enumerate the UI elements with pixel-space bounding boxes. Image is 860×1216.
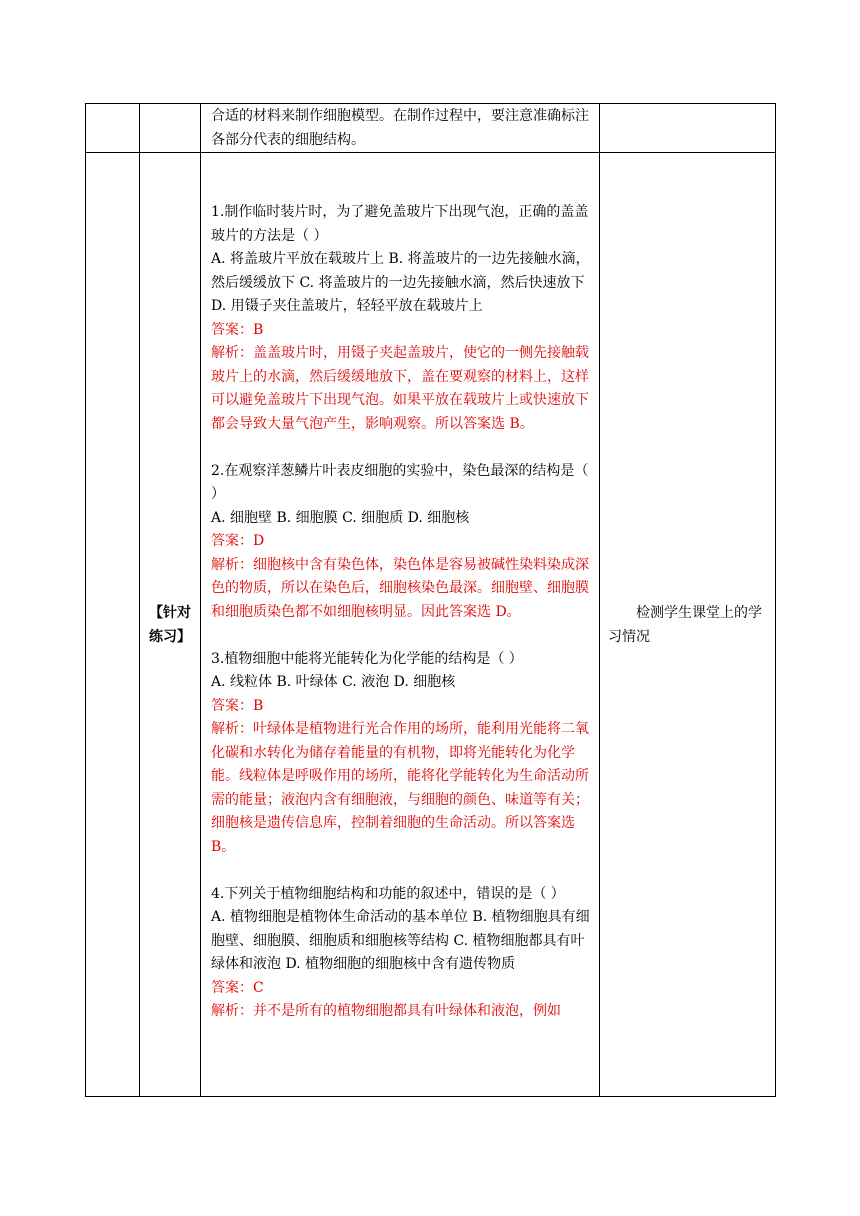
question-stem: 3.植物细胞中能将光能转化为化学能的结构是（ ） [211,650,523,667]
section-label-cell [140,153,201,1097]
spacer [211,624,590,648]
purpose-cell [600,104,776,153]
purpose-text: 检测学生课堂上的学习情况 [608,604,762,645]
section-label: 【针对练习】 [149,604,191,645]
continuation-text: 合适的材料来制作细胞模型。在制作过程中，要注意准确标注各部分代表的细胞结构。 [211,108,589,148]
question-options: A. 植物细胞是植物体生命活动的基本单位 B. 植物细胞具有细胞壁、细胞膜、细胞质和细胞核等结构 C. 植物细胞都具有叶绿体和液泡 D. 植物细胞的细胞核中含有遗传物质 [211,909,590,972]
purpose-cell [600,153,776,1097]
empty-cell [86,104,140,153]
question-1 [211,201,590,436]
question-answer: 答案：B [211,321,264,338]
question-answer: 答案：D [211,533,265,549]
question-analysis: 解析：叶绿体是植物进行光合作用的场所，能利用光能将二氧化碳和水转化为储存着能量的有机物，即将光能转化为化学能。线粒体是呼吸作用的场所，能将化学能转化为生命活动所需的能量；液泡内含有细胞液，与细胞的颜色、味道等有关；细胞核是遗传信息库，控制着细胞的生命活动。所以答案选 B。 [211,721,589,855]
content-cell [201,104,600,153]
question-analysis: 解析：盖盖玻片时，用镊子夹起盖玻片，使它的一侧先接触载玻片上的水滴，然后缓缓地放下，盖在要观察的材料上，这样可以避免盖玻片下出现气泡。如果平放在载玻片上或快速放下都会导致大量气泡产生，影响观察。所以答案选 B。 [211,345,589,432]
question-options: A. 将盖玻片平放在载玻片上 B. 将盖玻片的一边先接触水滴，然后缓缓放下 C. 将盖玻片的一边先接触水滴，然后快速放下 D. 用镊子夹住盖玻片，轻轻平放在载玻片上 [211,251,590,314]
question-stem: 1.制作临时装片时，为了避免盖玻片下出现气泡，正确的盖盖玻片的方法是（ ） [211,204,589,244]
question-answer: 答案：B [211,697,264,714]
question-stem: 4.下列关于植物细胞结构和功能的叙述中，错误的是（ ） [211,885,565,902]
table-row-continuation [86,104,776,153]
spacer [211,859,590,883]
question-3 [211,648,590,860]
question-analysis: 解析：并不是所有的植物细胞都具有叶绿体和液泡，例如 [211,1003,561,1019]
question-answer: 答案：C [211,979,264,996]
lesson-plan-table [85,103,776,1097]
questions-cell [201,153,600,1097]
question-options: A. 细胞壁 B. 细胞膜 C. 细胞质 D. 细胞核 [211,509,470,526]
question-4 [211,883,590,1024]
empty-cell [140,104,201,153]
table-row-practice [86,153,776,1097]
questions-block [201,153,599,1024]
question-stem: 2.在观察洋葱鳞片叶表皮细胞的实验中，染色最深的结构是（ ） [211,462,589,502]
spacer [211,436,590,460]
question-options: A. 线粒体 B. 叶绿体 C. 液泡 D. 细胞核 [211,674,456,690]
empty-cell [86,153,140,1097]
question-2 [211,460,590,625]
question-analysis: 解析：细胞核中含有染色体，染色体是容易被碱性染料染成深色的物质，所以在染色后，细胞核染色最深。细胞壁、细胞膜和细胞质染色都不如细胞核明显。因此答案选 D。 [211,556,589,620]
